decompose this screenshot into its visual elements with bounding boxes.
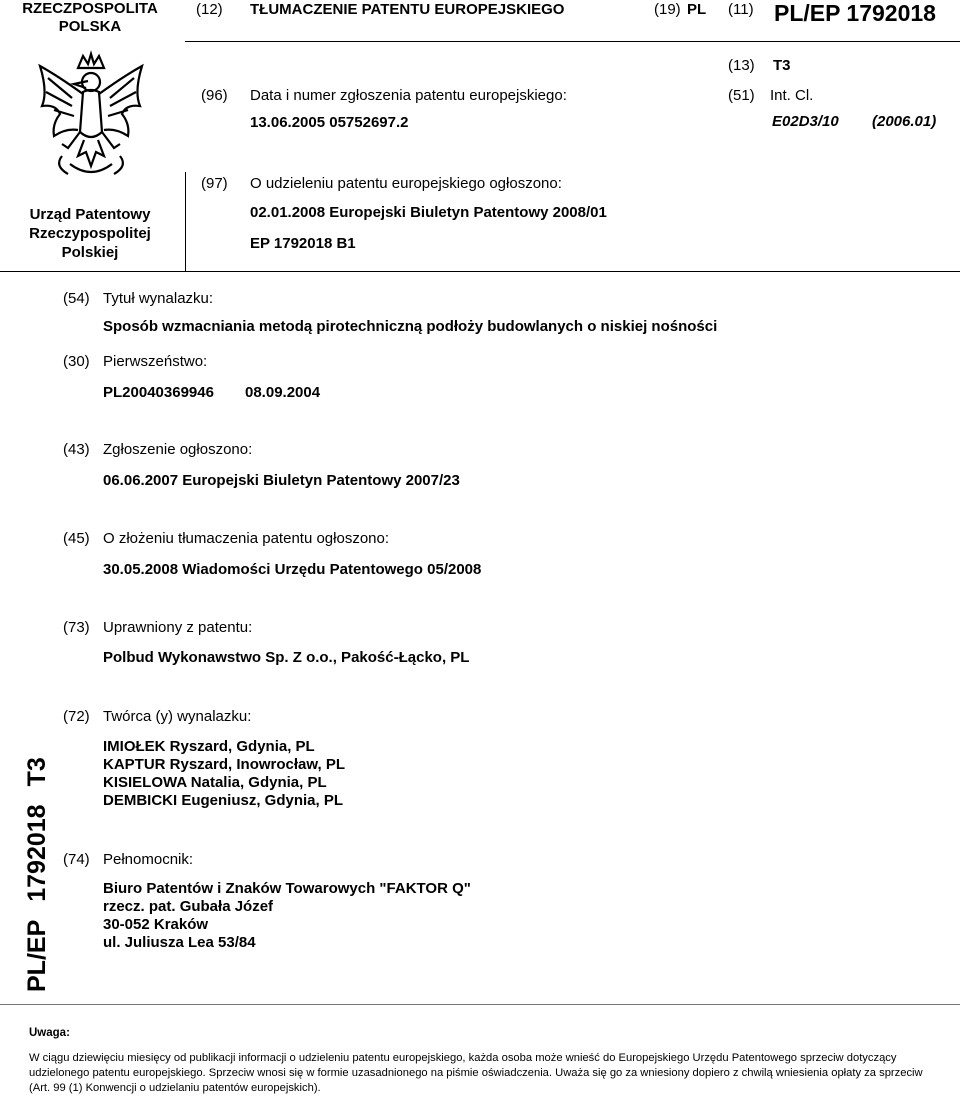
polish-eagle-emblem — [28, 48, 154, 184]
code-11: (11) — [728, 1, 754, 18]
country-name — [0, 0, 180, 36]
application-value: 06.06.2007 Europejski Biuletyn Patentowy 2007/23 — [103, 472, 460, 489]
attorney-line: ul. Juliusza Lea 53/84 — [103, 934, 256, 951]
country-code: PL — [687, 1, 707, 18]
notice-label: Uwaga: — [29, 1027, 70, 1039]
header-divider — [185, 41, 960, 42]
sidebar-number: 1792018 — [23, 804, 51, 902]
priority-number: PL20040369946 — [103, 384, 214, 401]
code-72: (72) — [63, 708, 90, 725]
footer-divider — [0, 1004, 960, 1005]
list-item: KISIELOWA Natalia, Gdynia, PL — [103, 774, 327, 791]
filing-value: 13.06.2005 05752697.2 — [250, 114, 409, 131]
code-43: (43) — [63, 441, 90, 458]
int-cl-version: (2006.01) — [872, 113, 937, 130]
vertical-patent-label — [23, 739, 52, 992]
office-name-line-2: Rzeczypospolitej — [29, 225, 151, 242]
proprietor-label: Uprawniony z patentu: — [103, 619, 253, 636]
filing-label: Data i numer zgłoszenia patentu europejskiego: — [250, 87, 567, 104]
int-cl-code: E02D3/10 — [772, 113, 839, 130]
country-name-line-1: RZECZPOSPOLITA — [22, 0, 158, 17]
title-label: Tytuł wynalazku: — [103, 290, 214, 307]
inventors-list — [103, 738, 345, 810]
priority-date: 08.09.2004 — [245, 384, 321, 401]
document-type: TŁUMACZENIE PATENTU EUROPEJSKIEGO — [250, 1, 565, 18]
code-12: (12) — [196, 1, 223, 18]
sidebar-prefix: PL/EP — [23, 919, 51, 992]
invention-title: Sposób wzmacniania metodą pirotechniczną podłoży budowlanych o niskiej nośności — [103, 318, 718, 335]
office-name-line-3: Polskiej — [61, 244, 119, 261]
patent-number: PL/EP 1792018 — [774, 0, 936, 26]
code-13: (13) — [728, 57, 755, 74]
notice-text: W ciągu dziewięciu miesięcy od publikacji informacji o udzieleniu patentu europejskiego, każda osoba może wnieść do Europejskiego Urzędu Patentowego sprzeciw dotyczący udzielonego patentu europejskiego. Sprzeciw wnosi się w formie uzasadnionego na piśmie oświadczenia. Uważa się go za wniesiony dopiero z chwilą wniesienia opłaty za sprzeciw (Art. 99 (1) Konwencji o udzielaniu patentów europejskich). — [29, 1052, 923, 1094]
attorney-line: Biuro Patentów i Znaków Towarowych "FAKTOR Q" — [103, 880, 471, 897]
code-51: (51) — [728, 87, 755, 104]
proprietor-value: Polbud Wykonawstwo Sp. Z o.o., Pakość-Łącko, PL — [103, 649, 470, 666]
attorney-line: rzecz. pat. Gubała Józef — [103, 898, 274, 915]
application-label: Zgłoszenie ogłoszono: — [103, 441, 253, 458]
attorney-details — [103, 880, 471, 952]
translation-value: 30.05.2008 Wiadomości Urzędu Patentowego 05/2008 — [103, 561, 482, 578]
attorney-label: Pełnomocnik: — [103, 851, 194, 868]
attorney-line: 30-052 Kraków — [103, 916, 209, 933]
code-74: (74) — [63, 851, 90, 868]
grant-value: 02.01.2008 Europejski Biuletyn Patentowy 2008/01 — [250, 204, 607, 221]
code-45: (45) — [63, 530, 90, 547]
office-name-line-1: Urząd Patentowy — [29, 206, 151, 223]
code-30: (30) — [63, 353, 90, 370]
list-item: DEMBICKI Eugeniusz, Gdynia, PL — [103, 792, 344, 809]
priority-label: Pierwszeństwo: — [103, 353, 208, 370]
ep-number: EP 1792018 B1 — [250, 235, 356, 252]
translation-label: O złożeniu tłumaczenia patentu ogłoszono: — [103, 530, 390, 547]
list-item: KAPTUR Ryszard, Inowrocław, PL — [103, 756, 345, 773]
code-73: (73) — [63, 619, 90, 636]
office-name — [0, 205, 180, 262]
kind-code: T3 — [773, 57, 791, 74]
header-vertical-divider — [185, 172, 186, 271]
code-19: (19) — [654, 1, 681, 18]
int-cl-label: Int. Cl. — [770, 87, 814, 104]
country-name-line-2: POLSKA — [58, 18, 122, 35]
section-divider — [0, 271, 960, 272]
code-96: (96) — [201, 87, 228, 104]
code-97: (97) — [201, 175, 228, 192]
code-54: (54) — [63, 290, 90, 307]
inventors-label: Twórca (y) wynalazku: — [103, 708, 252, 725]
list-item: IMIOŁEK Ryszard, Gdynia, PL — [103, 738, 315, 755]
grant-label: O udzieleniu patentu europejskiego ogłoszono: — [250, 175, 562, 192]
sidebar-kind: T3 — [23, 757, 51, 787]
